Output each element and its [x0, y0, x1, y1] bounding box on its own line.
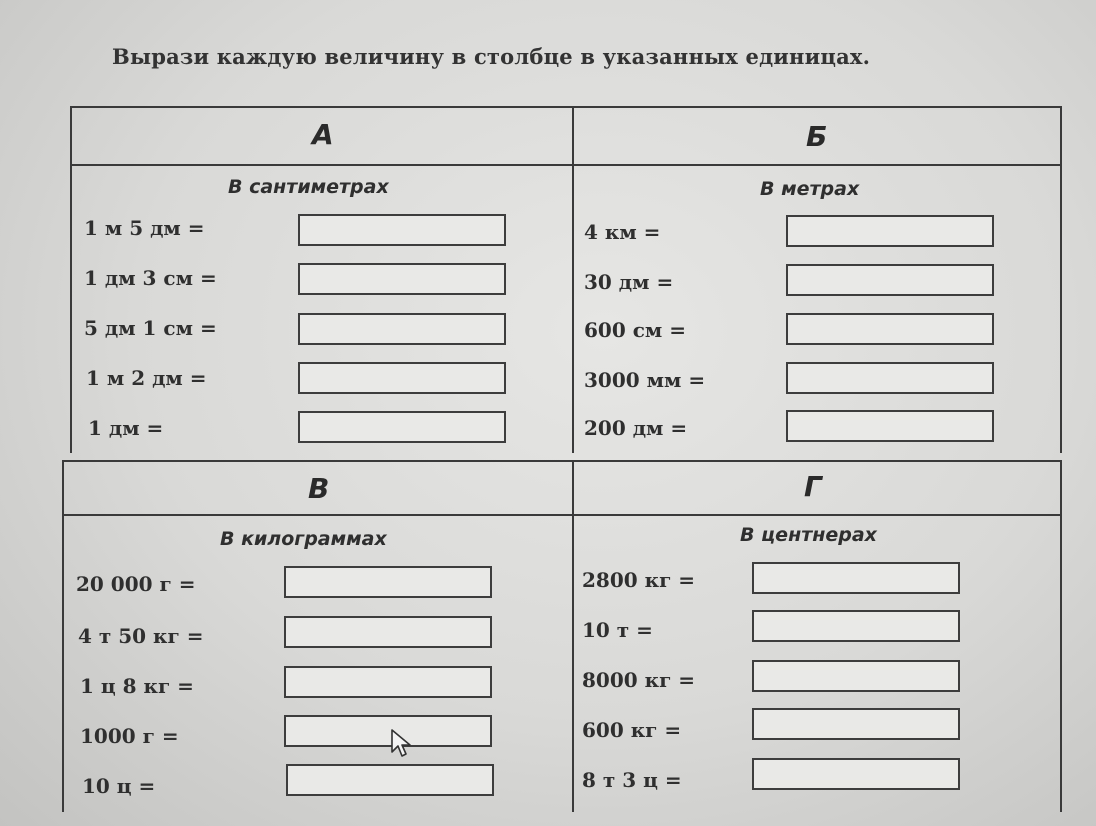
section-g-item: 8000 кг =: [582, 668, 696, 692]
section-a-letter: А: [312, 118, 334, 151]
answer-box-g-1[interactable]: [752, 562, 960, 594]
answer-box-v-1[interactable]: [284, 566, 492, 598]
section-v-unit: В килограммах: [220, 528, 387, 550]
section-g-letter: Г: [804, 470, 822, 503]
section-b-item: 3000 мм =: [584, 368, 706, 392]
section-g-item: 10 т =: [582, 618, 653, 642]
answer-box-a-3[interactable]: [298, 313, 506, 345]
answer-box-a-1[interactable]: [298, 214, 506, 246]
answer-box-g-2[interactable]: [752, 610, 960, 642]
answer-box-g-4[interactable]: [752, 708, 960, 740]
column-divider: [572, 108, 574, 453]
section-g-item: 600 кг =: [582, 718, 682, 742]
section-a-item: 1 дм =: [88, 416, 164, 440]
answer-box-b-3[interactable]: [786, 313, 994, 345]
section-v-item: 1 ц 8 кг =: [80, 674, 194, 698]
answer-box-b-1[interactable]: [786, 215, 994, 247]
section-a-item: 1 м 2 дм =: [86, 366, 207, 390]
mouse-pointer-icon: [390, 728, 414, 760]
answer-box-v-3[interactable]: [284, 666, 492, 698]
answer-box-v-4[interactable]: [284, 715, 492, 747]
answer-box-a-4[interactable]: [298, 362, 506, 394]
section-a-item: 5 дм 1 см =: [84, 316, 217, 340]
section-v-letter: В: [308, 472, 330, 505]
section-v-item: 1000 г =: [80, 724, 179, 748]
answer-box-g-5[interactable]: [752, 758, 960, 790]
answer-box-a-5[interactable]: [298, 411, 506, 443]
table-v-g: [62, 460, 1062, 812]
header-divider: [64, 514, 1060, 516]
answer-box-b-5[interactable]: [786, 410, 994, 442]
section-b-item: 200 дм =: [584, 416, 688, 440]
answer-box-a-2[interactable]: [298, 263, 506, 295]
answer-box-b-4[interactable]: [786, 362, 994, 394]
section-b-unit: В метрах: [760, 178, 860, 200]
section-a-item: 1 м 5 дм =: [84, 216, 205, 240]
section-a-unit: В сантиметрах: [228, 176, 389, 198]
section-b-item: 4 км =: [584, 220, 661, 244]
section-v-item: 4 т 50 кг =: [78, 624, 204, 648]
section-v-item: 20 000 г =: [76, 572, 196, 596]
answer-box-b-2[interactable]: [786, 264, 994, 296]
section-b-item: 600 см =: [584, 318, 686, 342]
section-b-item: 30 дм =: [584, 270, 674, 294]
instruction-title: Вырази каждую величину в столбце в указанных единицах.: [112, 44, 871, 69]
answer-box-v-2[interactable]: [284, 616, 492, 648]
section-b-letter: Б: [806, 120, 828, 153]
header-divider: [72, 164, 1060, 166]
section-a-item: 1 дм 3 см =: [84, 266, 217, 290]
section-g-item: 8 т 3 ц =: [582, 768, 682, 792]
section-g-item: 2800 кг =: [582, 568, 696, 592]
section-g-unit: В центнерах: [740, 524, 877, 546]
answer-box-v-5[interactable]: [286, 764, 494, 796]
section-v-item: 10 ц =: [82, 774, 156, 798]
table-a-b: [70, 106, 1062, 453]
answer-box-g-3[interactable]: [752, 660, 960, 692]
